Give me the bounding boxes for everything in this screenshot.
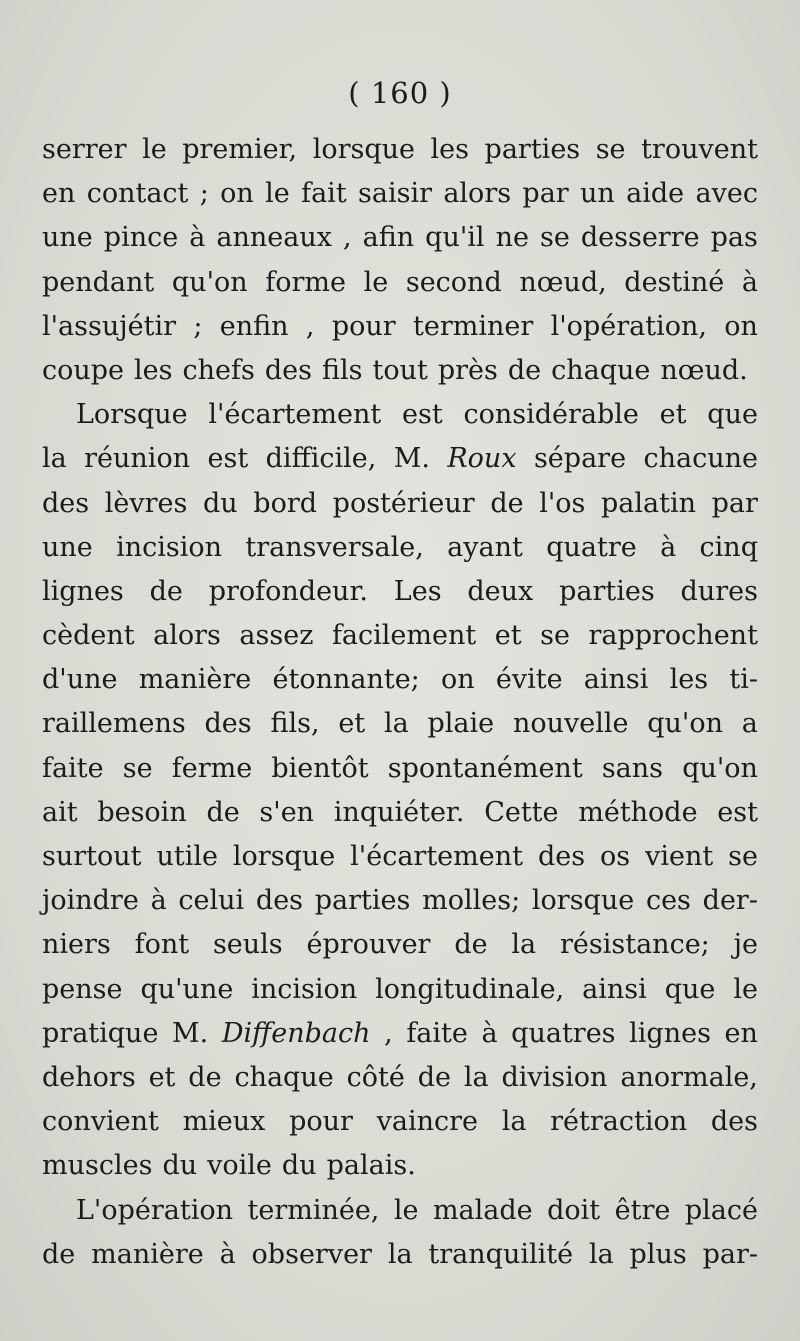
word: ne	[495, 222, 529, 254]
word: tranquilité	[428, 1238, 574, 1270]
word: lorsque	[531, 885, 635, 917]
word: la	[501, 1106, 527, 1138]
word: utile	[156, 841, 218, 872]
word: les	[430, 134, 470, 165]
word: ainsi	[582, 973, 647, 1005]
word: des	[42, 487, 90, 519]
word: qu'une	[140, 973, 234, 1005]
word: un	[580, 178, 615, 210]
word: se	[539, 222, 570, 254]
word: lignes	[42, 575, 124, 607]
word: de	[417, 1061, 451, 1093]
word: sans	[601, 752, 664, 784]
word: bord	[253, 487, 318, 519]
word: pratique	[42, 1017, 159, 1049]
word: pendant	[42, 266, 155, 298]
text-line	[42, 570, 758, 614]
word: surtout	[42, 841, 142, 872]
word: alors	[153, 620, 221, 652]
word: nœud,	[519, 266, 607, 298]
word: de	[149, 575, 183, 607]
text-line	[42, 1100, 758, 1144]
word: côté	[346, 1061, 405, 1093]
word: bientôt	[271, 752, 369, 784]
word: l'assujétir	[42, 310, 176, 342]
text-line	[42, 526, 758, 570]
word: avec	[695, 178, 758, 210]
word: chacune	[643, 443, 758, 475]
word: est	[401, 399, 443, 431]
word: la	[387, 1238, 413, 1270]
word: observer	[251, 1238, 372, 1270]
text-line	[42, 747, 758, 791]
word: se	[728, 841, 758, 872]
word: est	[717, 796, 758, 828]
word: ,	[343, 222, 352, 254]
word: lignes	[629, 1017, 711, 1049]
word: en	[42, 178, 76, 210]
body-text	[42, 128, 758, 1277]
word: lorsque	[232, 841, 336, 872]
word: voile	[207, 1150, 272, 1182]
word: des	[204, 708, 252, 740]
text-line	[42, 1189, 758, 1233]
word: anneaux	[216, 222, 332, 254]
word: anormale,	[620, 1061, 758, 1093]
word: à	[189, 222, 206, 254]
word: molles;	[422, 885, 521, 917]
word: des	[264, 354, 312, 386]
word: se	[122, 752, 153, 784]
word: second	[405, 266, 502, 298]
word: dures	[680, 575, 758, 607]
word: sépare	[533, 443, 627, 475]
word: du	[162, 1150, 198, 1182]
word: d'une	[42, 664, 118, 696]
text-line	[42, 305, 758, 349]
word: pince	[103, 222, 179, 254]
word: raillemens	[42, 708, 186, 740]
word: contact	[86, 178, 189, 210]
word: près	[437, 354, 498, 386]
word: rapprochent	[588, 620, 758, 652]
word: l'opération,	[550, 310, 707, 342]
word: seuls	[212, 929, 283, 961]
word: terminer	[413, 310, 534, 342]
word: vient	[645, 841, 714, 872]
text-line	[42, 1233, 758, 1277]
word: les	[134, 354, 173, 386]
word: le	[393, 1194, 419, 1226]
word: ;	[193, 310, 203, 342]
word: ti-	[729, 664, 758, 696]
word: convient	[42, 1106, 159, 1138]
word: assez	[239, 620, 314, 652]
word: étonnante;	[272, 664, 420, 696]
word: pour	[289, 1106, 353, 1138]
word: ainsi	[583, 664, 649, 696]
word: M.	[172, 1017, 209, 1049]
word: parties	[484, 134, 581, 165]
word: à	[481, 1017, 498, 1049]
word: ferme	[171, 752, 253, 784]
word: de	[490, 487, 524, 519]
word: muscles	[42, 1150, 153, 1182]
word: a	[741, 708, 758, 740]
word: postérieur	[332, 487, 475, 519]
word: de	[454, 929, 488, 961]
word: aide	[626, 178, 685, 210]
word: l'écartement	[208, 399, 382, 431]
text-line	[42, 968, 758, 1012]
word: lorsque	[312, 134, 415, 165]
word: plaie	[427, 708, 495, 740]
word: chaque	[551, 354, 651, 386]
word: réunion	[84, 443, 191, 475]
text-line	[42, 614, 758, 658]
word: par-	[702, 1238, 758, 1270]
word: à	[150, 885, 167, 917]
word: on	[441, 664, 475, 696]
word: la	[588, 1238, 614, 1270]
word: transversale,	[245, 531, 424, 563]
text-line	[42, 128, 758, 172]
word: l'écartement	[350, 841, 523, 872]
word: difficile,	[265, 443, 377, 475]
word: parties	[314, 885, 411, 917]
word: spontanément	[387, 752, 583, 784]
word: qu'il	[425, 222, 485, 254]
word: coupe	[42, 354, 125, 386]
word: je	[733, 929, 758, 961]
word: en	[724, 1017, 758, 1049]
word: on	[724, 310, 758, 342]
word: division	[501, 1061, 608, 1093]
word: deux	[467, 575, 534, 607]
word: le	[265, 178, 290, 210]
word: inquiéter.	[333, 796, 465, 828]
word: nœud.	[660, 354, 748, 386]
word: la	[511, 929, 537, 961]
word: s'en	[259, 796, 315, 828]
word: faite	[42, 752, 104, 784]
word: der-	[702, 885, 758, 917]
word: la	[383, 708, 409, 740]
word: à	[219, 1238, 236, 1270]
word: Lorsque	[76, 399, 188, 431]
word: quatre	[546, 531, 637, 563]
word: chaque	[234, 1061, 334, 1093]
word: par	[711, 487, 758, 519]
word: tout	[372, 354, 428, 386]
word: manière	[91, 1238, 204, 1270]
text-line	[42, 923, 758, 967]
word: de	[188, 1061, 222, 1093]
text-line	[42, 791, 758, 835]
word: chefs	[182, 354, 255, 386]
word: Les	[393, 575, 442, 607]
word: des	[710, 1106, 758, 1138]
word: vaincre	[376, 1106, 479, 1138]
word: manière	[138, 664, 252, 696]
word: pour	[331, 310, 396, 342]
word: quatres	[511, 1017, 616, 1049]
text-line	[42, 1012, 758, 1056]
word: L'opération	[76, 1194, 234, 1226]
word: du	[281, 1150, 317, 1182]
word: et	[338, 708, 366, 740]
word: alors	[443, 178, 512, 210]
text-line	[42, 349, 758, 393]
word: et	[494, 620, 522, 652]
word: lèvres	[104, 487, 188, 519]
word: serrer	[42, 134, 127, 165]
word: du	[202, 487, 238, 519]
word: ait	[42, 796, 78, 828]
word: ces	[645, 885, 691, 917]
word: nouvelle	[512, 708, 629, 740]
word: premier,	[182, 134, 298, 165]
word: Diffenbach	[221, 1017, 371, 1049]
text-line	[42, 393, 758, 437]
word: doit	[547, 1194, 601, 1226]
word: qu'on	[171, 266, 248, 298]
word: éprouver	[306, 929, 431, 961]
word: fils	[321, 354, 363, 386]
text-line	[42, 261, 758, 305]
word: par	[522, 178, 569, 210]
word: niers	[42, 929, 111, 961]
word: saisir	[358, 178, 432, 210]
text-line	[42, 658, 758, 702]
word: malade	[432, 1194, 533, 1226]
word: profondeur.	[208, 575, 368, 607]
word: se	[595, 134, 626, 165]
word: ;	[199, 178, 209, 210]
word: afin	[362, 222, 415, 254]
word: palatin	[601, 487, 697, 519]
word: longitudinale,	[375, 973, 565, 1005]
text-line	[42, 702, 758, 746]
text-line	[42, 1144, 758, 1188]
word: de	[507, 354, 542, 386]
word: destiné	[624, 266, 725, 298]
word: à	[660, 531, 677, 563]
word: faite	[406, 1017, 468, 1049]
word: pas	[710, 222, 758, 254]
word: des	[537, 841, 586, 872]
word: le	[142, 134, 167, 165]
word: la	[42, 443, 67, 475]
word: se	[540, 620, 570, 652]
word: est	[207, 443, 249, 475]
text-line	[42, 482, 758, 526]
word: fils,	[270, 708, 320, 740]
page-number: ( 160 )	[348, 76, 452, 110]
word: ayant	[447, 531, 523, 563]
word: évite	[495, 664, 563, 696]
text-line	[42, 1056, 758, 1100]
word: fait	[301, 178, 347, 210]
word: terminée,	[247, 1194, 380, 1226]
word: qu'on	[682, 752, 758, 784]
word: l'os	[539, 487, 586, 519]
word: on	[220, 178, 254, 210]
word: de	[42, 1238, 76, 1270]
word: une	[42, 222, 93, 254]
word: les	[669, 664, 709, 696]
word: placé	[684, 1194, 758, 1226]
word: incision	[251, 973, 358, 1005]
word: considérable	[463, 399, 639, 431]
text-line	[42, 172, 758, 216]
text-line	[42, 216, 758, 260]
word: pense	[42, 973, 123, 1005]
word: Cette	[484, 796, 559, 828]
word: être	[614, 1194, 671, 1226]
word: rétraction	[550, 1106, 688, 1138]
word: le	[733, 973, 758, 1005]
word: et	[659, 399, 687, 431]
word: besoin	[97, 796, 187, 828]
word: dehors	[42, 1061, 136, 1093]
word: à	[741, 266, 758, 298]
word: parties	[559, 575, 655, 607]
word: font	[134, 929, 190, 961]
word: une	[42, 531, 93, 563]
word: que	[707, 399, 758, 431]
word: facilement	[331, 620, 477, 652]
word: desserre	[580, 222, 700, 254]
word: que	[664, 973, 716, 1005]
word: M.	[393, 443, 430, 475]
text-line	[42, 835, 758, 879]
word: le	[363, 266, 389, 298]
word: incision	[116, 531, 223, 563]
word: qu'on	[647, 708, 723, 740]
word: ,	[305, 310, 315, 342]
text-line	[42, 437, 758, 481]
word: mieux	[182, 1106, 266, 1138]
word: joindre	[42, 885, 139, 917]
word: celui	[178, 885, 245, 917]
word: des	[255, 885, 304, 917]
word: résistance;	[560, 929, 710, 961]
word: Roux	[447, 443, 517, 475]
word: la	[463, 1061, 489, 1093]
word: méthode	[578, 796, 698, 828]
word: forme	[265, 266, 346, 298]
word: ,	[384, 1017, 393, 1049]
word: cèdent	[42, 620, 135, 652]
word: cinq	[699, 531, 758, 563]
word: de	[206, 796, 240, 828]
word: enfin	[219, 310, 289, 342]
text-line	[42, 879, 758, 923]
word: plus	[629, 1238, 687, 1270]
word: et	[148, 1061, 176, 1093]
word: trouvent	[641, 134, 758, 165]
word: palais.	[326, 1150, 416, 1182]
word: os	[600, 841, 631, 872]
